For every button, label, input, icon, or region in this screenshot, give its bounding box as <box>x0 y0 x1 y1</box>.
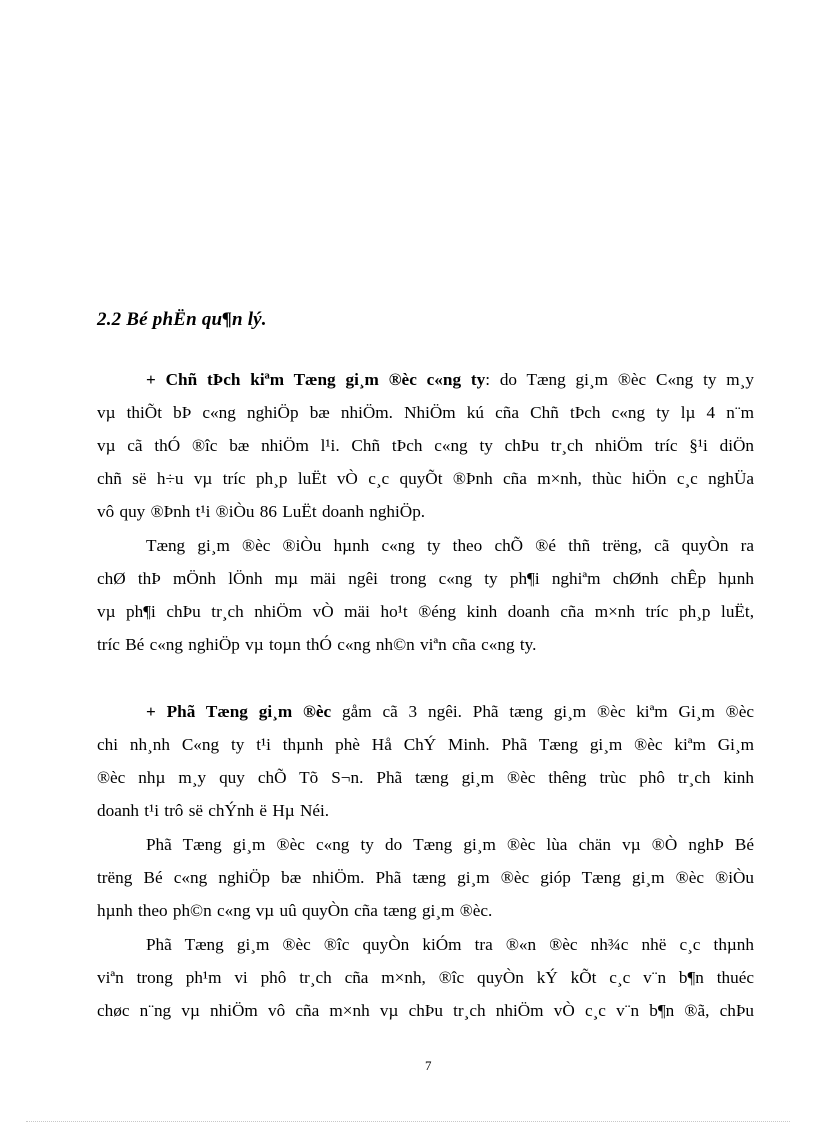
paragraph-line: trëng Bé c«ng nghiÖp bæ nhiÖm. Phã tæng gi¸m ®èc gióp Tæng gi¸m ®èc ®iÒu <box>97 868 754 887</box>
paragraph-line: + Chñ tÞch kiªm Tæng gi¸m ®èc c«ng ty: do Tæng gi¸m ®èc C«ng ty m¸y <box>146 370 754 389</box>
page-number: 7 <box>425 1058 432 1073</box>
paragraph-line: ®èc nhµ m¸y quy chÕ Tõ S¬n. Phã tæng gi¸m ®èc thêng trùc phô tr¸ch kinh <box>97 768 754 787</box>
bold-term: + Chñ tÞch kiªm Tæng gi¸m ®èc c«ng ty <box>146 370 486 389</box>
paragraph-line: chñ së h÷u vµ tríc ph¸p luËt vÒ c¸c quyÕt ®Þnh cña m×nh, thùc hiÖn c¸c nghÜa <box>97 469 754 488</box>
paragraph-line: viªn trong ph¹m vi phô tr¸ch cña m×nh, ®îc quyÒn kÝ kÕt c¸c v¨n b¶n thuéc <box>97 968 754 987</box>
paragraph-line: Phã Tæng gi¸m ®èc ®îc quyÒn kiÓm tra ®«n ®èc nh¾c nhë c¸c thµnh <box>146 935 754 954</box>
bold-term: + Phã Tæng gi¸m ®èc <box>146 702 332 721</box>
paragraph-line: Tæng gi¸m ®èc ®iÒu hµnh c«ng ty theo chÕ ®é thñ trëng, cã quyÒn ra <box>146 536 754 555</box>
paragraph-line: Phã Tæng gi¸m ®èc c«ng ty do Tæng gi¸m ®èc lùa chän vµ ®Ò nghÞ Bé <box>146 835 754 854</box>
paragraph-line: chøc n¨ng vµ nhiÖm vô cña m×nh vµ chÞu tr¸ch nhiÖm vÒ c¸c v¨n b¶n ®ã, chÞu <box>97 1001 754 1020</box>
section-heading: 2.2 Bé phËn qu¶n lý. <box>97 309 267 330</box>
paragraph-line: hµnh theo ph©n c«ng vµ uû quyÒn cña tæng gi¸m ®èc. <box>97 901 493 920</box>
paragraph-line: tríc Bé c«ng nghiÖp vµ toµn thÓ c«ng nh©n viªn cña c«ng ty. <box>97 635 537 654</box>
paragraph-line: vô quy ®Þnh t¹i ®iÒu 86 LuËt doanh nghiÖp. <box>97 502 426 521</box>
paragraph-line: doanh t¹i trô së chÝnh ë Hµ Néi. <box>97 801 330 820</box>
paragraph-line: vµ ph¶i chÞu tr¸ch nhiÖm vÒ mäi ho¹t ®éng kinh doanh cña m×nh tríc ph¸p luËt, <box>97 602 754 621</box>
paragraph-line: chØ thÞ mÖnh lÖnh mµ mäi ngêi trong c«ng ty ph¶i nghiªm chØnh chÊp hµnh <box>97 569 754 588</box>
paragraph-line: chi nh¸nh C«ng ty t¹i thµnh phè Hå ChÝ Minh. Phã Tæng gi¸m ®èc kiªm Gi¸m <box>97 735 754 754</box>
page-boundary-divider <box>26 1121 790 1122</box>
paragraph-line: vµ thiÕt bÞ c«ng nghiÖp bæ nhiÖm. NhiÖm kú cña Chñ tÞch c«ng ty lµ 4 n¨m <box>97 403 754 422</box>
paragraph-line: + Phã Tæng gi¸m ®èc gåm cã 3 ngêi. Phã tæng gi¸m ®èc kiªm Gi¸m ®èc <box>146 702 754 721</box>
paragraph-line: vµ cã thÓ ®îc bæ nhiÖm l¹i. Chñ tÞch c«ng ty chÞu tr¸ch nhiÖm tríc §¹i diÖn <box>97 436 754 455</box>
